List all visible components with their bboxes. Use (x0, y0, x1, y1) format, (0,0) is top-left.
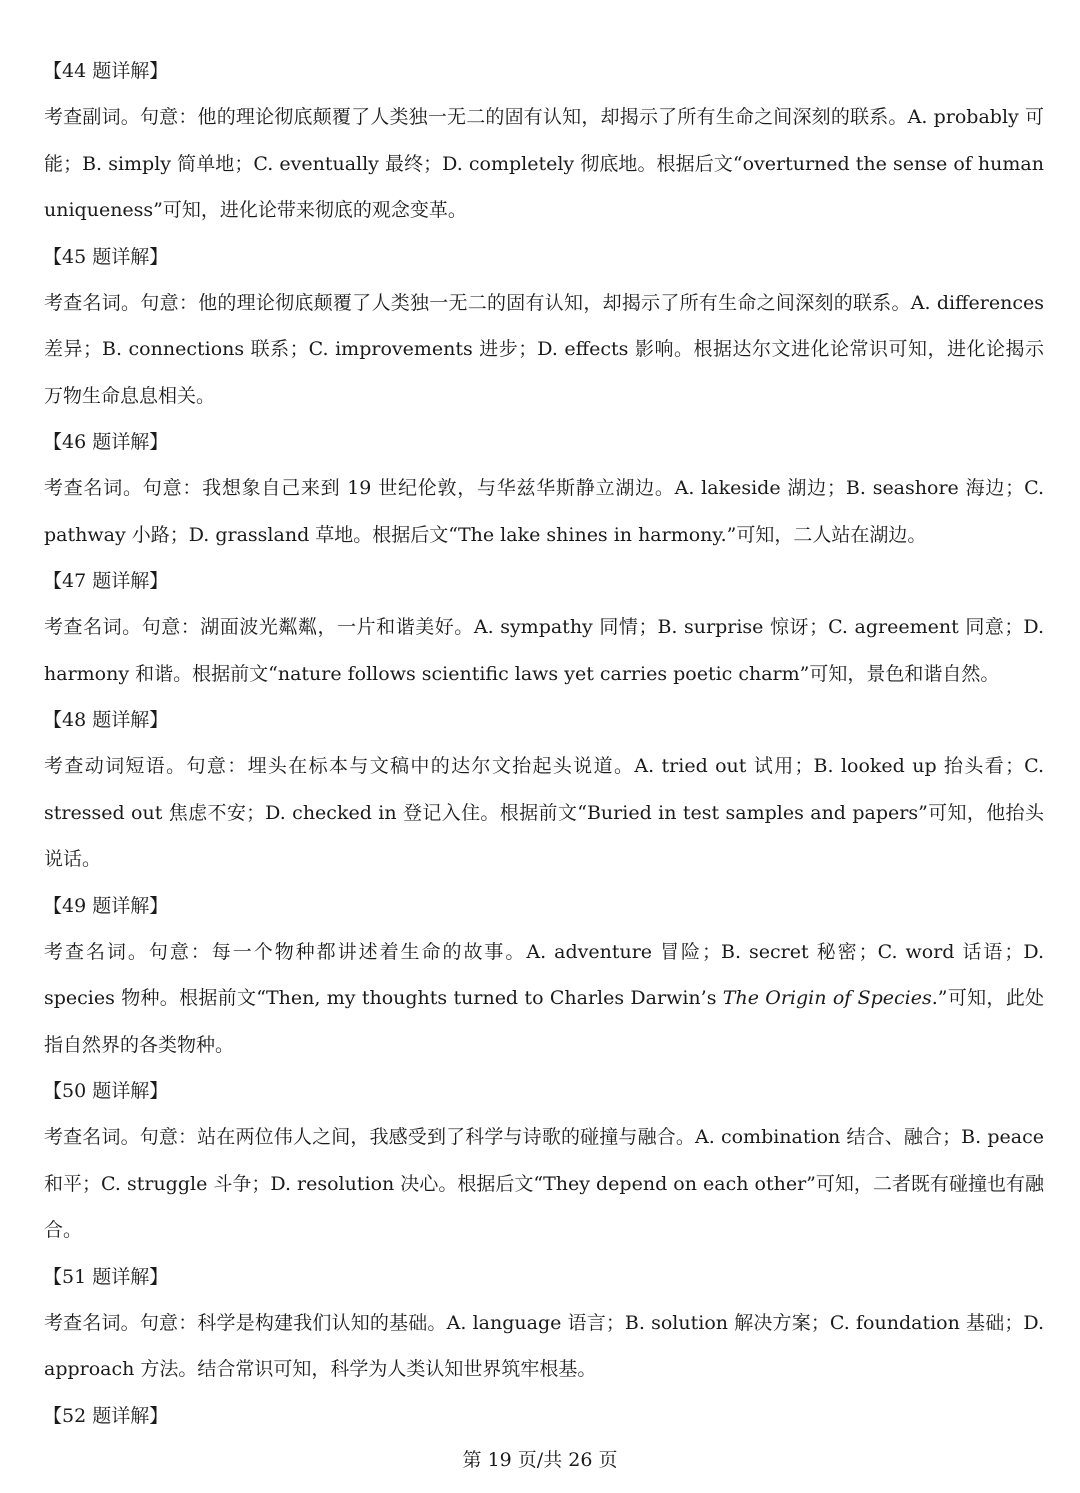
explanation-46 (44, 419, 1044, 558)
explanation-text: 考查副词。句意：他的理论彻底颠覆了人类独一无二的固有认知，却揭示了所有生命之间深刻的联系。A. probably 可能；B. simply 简单地；C. eventually 最终；D. completely 彻底地。根据后文“overturned the sense of human uniqueness”可知，进化论带来彻底的观念变革。 (44, 106, 1044, 221)
explanation-text-part: .”可知，此处指自然界的各类物种。 (44, 987, 1044, 1056)
question-heading: 【48 题详解】 (43, 709, 169, 731)
explanation-text (44, 929, 1044, 1069)
explanation-text: 考查名词。句意：他的理论彻底颠覆了人类独一无二的固有认知，却揭示了所有生命之间深刻的联系。A. differences 差异；B. connections 联系；C. improvements 进步；D. effects 影响。根据达尔文进化论常识可知，进化论揭示万物生命息息相关。 (44, 291, 1044, 407)
question-heading: 【47 题详解】 (43, 570, 169, 592)
explanation-text: 考查动词短语。句意：埋头在标本与文稿中的达尔文抬起头说道。A. tried out 试用；B. looked up 抬头看；C. stressed out 焦虑不安；D. checked in 登记入住。根据前文“Buried in test samples and papers”可知，他抬头说话。 (44, 755, 1044, 870)
question-heading: 【52 题详解】 (43, 1404, 169, 1427)
explanation-text: 考查名词。句意：我想象自己来到 19 世纪伦敦，与华兹华斯静立湖边。A. lakeside 湖边；B. seashore 海边；C. pathway 小路；D. grassland 草地。根据后文“The lake shines in harmony.”可知，二人站在湖边。 (44, 477, 1044, 546)
explanation-48 (44, 697, 1044, 883)
book-title: The Origin of Species (722, 987, 932, 1009)
explanation-50 (44, 1068, 1044, 1254)
explanation-49 (44, 883, 1044, 1069)
question-heading: 【51 题详解】 (43, 1265, 169, 1288)
explanation-text: 考查名词。句意：湖面波光粼粼，一片和谐美好。A. sympathy 同情；B. surprise 惊讶；C. agreement 同意；D. harmony 和谐。根据前文“nature follows scientific laws yet carries poetic charm”可知，景色和谐自然。 (44, 616, 1044, 685)
question-heading: 【50 题详解】 (43, 1080, 169, 1102)
question-heading: 【46 题详解】 (43, 431, 169, 453)
page-number: 第 19 页/共 26 页 (462, 1449, 618, 1471)
explanation-text-part: 考查名词。句意：每一个物种都讲述着生命的故事。A. adventure 冒险；B. secret 秘密；C. word 话语；D. species 物种。根据前文“Then, my thoughts turned to Charles Darwin’s (44, 940, 1044, 1009)
explanation-47 (44, 558, 1044, 697)
explanation-text: 考查名词。句意：站在两位伟人之间，我感受到了科学与诗歌的碰撞与融合。A. combination 结合、融合；B. peace 和平；C. struggle 斗争；D. resolution 决心。根据后文“They depend on each other”可知，二者既有碰撞也有融合。 (44, 1126, 1044, 1241)
question-heading: 【44 题详解】 (43, 60, 169, 82)
explanation-52 (44, 1393, 1044, 1439)
question-heading: 【49 题详解】 (43, 894, 169, 917)
question-heading: 【45 题详解】 (43, 245, 169, 268)
explanation-text: 考查名词。句意：科学是构建我们认知的基础。A. language 语言；B. solution 解决方案；C. foundation 基础；D. approach 方法。结合常识可知，科学为人类认知世界筑牢根基。 (44, 1311, 1044, 1380)
explanation-44 (44, 48, 1044, 234)
explanation-45 (44, 234, 1044, 420)
document-page (44, 48, 1044, 1439)
explanation-51 (44, 1254, 1044, 1393)
